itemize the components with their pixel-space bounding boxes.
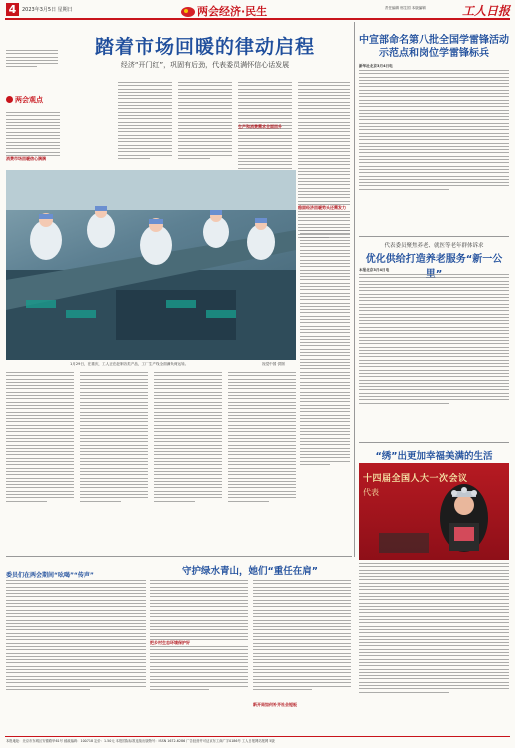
right-top-headline: 中宣部命名第八批全国学雷锋活动示范点和岗位学雷锋标兵 <box>359 35 509 59</box>
page-number-box <box>6 3 19 16</box>
lead-headline: 踏着市场回暖的律动启程 <box>94 36 315 58</box>
date-line: 2023年3月5日 星期日 <box>22 7 73 13</box>
column-divider <box>354 22 355 557</box>
right-top-text-1 <box>359 70 509 192</box>
embroidery-woman-image <box>359 463 509 560</box>
bottom-center-headline: 守护绿水青山，她们“重任在肩” <box>182 566 318 577</box>
right-photo-banner-sub: 代表 <box>363 488 379 497</box>
subhead-demand: 生产和消费需求全面回升 <box>238 124 282 129</box>
page-number: 4 <box>8 3 17 16</box>
right-mid-dateline: 本报北京3月4日电 <box>359 268 390 272</box>
paper-name: 工人日报 <box>462 4 511 18</box>
right-mid-subheadline: 代表委员聚焦养老、就医等老年群体诉求 <box>384 243 484 249</box>
bottom-left-text <box>6 580 146 692</box>
tag-icon <box>6 96 13 103</box>
right-mid-text <box>359 274 509 406</box>
right-mid-rule <box>359 442 509 443</box>
lead-lower-col-4 <box>228 372 296 504</box>
right-top-dateline: 新华社北京3月4日电 <box>359 64 393 68</box>
section-logo-icon <box>180 3 196 15</box>
right-photo <box>359 463 509 560</box>
lead-subheadline: 经济“开门红”，巩固有后劲，代表委员满怀信心话发展 <box>120 61 290 69</box>
lead-photo-caption: 1月29日，在重庆，工人正在赶制各类产品，工厂生产线全面满负荷运转。 <box>70 362 189 366</box>
lead-col-4-text <box>298 82 350 240</box>
right-top-rule <box>359 236 509 237</box>
right-photo-headline: “绣”出更加幸福美满的生活 <box>375 451 493 462</box>
column-tag-label: 两会观点 <box>15 96 43 104</box>
lead-col-2-text <box>178 82 232 161</box>
bottom-center-subhead: 把乡村生态环境保护好 <box>150 640 248 646</box>
editor-line: 责任编辑 邢生国 本版编辑 <box>385 6 426 10</box>
factory-workers-image <box>6 170 296 360</box>
subhead-stabilize: 稳固经济回暖势头还需发力 <box>298 205 358 211</box>
lead-lower-col-3 <box>154 372 222 504</box>
right-photo-caption-text <box>359 563 509 695</box>
bottom-center-text-2 <box>253 580 351 692</box>
lead-lower-col-1 <box>6 372 74 504</box>
column-tag <box>6 95 60 105</box>
bottom-center-subhead-2: 新开局如何补齐社会短板 <box>253 702 351 708</box>
footer-rule <box>5 736 510 737</box>
bottom-left-headline: 委员们在两会期间“吆喝”“传声” <box>6 570 146 579</box>
masthead-rule <box>5 18 510 20</box>
subhead-consumption: 消费市场回暖信心满满 <box>6 156 62 162</box>
right-photo-banner: 十四届全国人大一次会议 <box>363 474 468 484</box>
section-title: 两会经济·民生 <box>197 5 268 18</box>
footer-text: 本报地址：北京市东城区安德路甲61号 邮政编码：100718 定价：1.50元 本报国际标准连续出版物号：ISSN 1672-6286 广告经营许可证京东工商广字0186号 工人日报网站报网 5版 <box>6 739 275 743</box>
lead-photo-credit: 视觉中国 供图 <box>262 362 285 366</box>
lead-col-1-text <box>118 82 172 161</box>
lead-lower-col-5 <box>300 230 350 467</box>
bottom-section-rule <box>6 556 352 557</box>
lead-intro-text <box>6 50 58 70</box>
lead-lower-col-2 <box>80 372 148 504</box>
bottom-center-text-1 <box>150 580 248 692</box>
lead-photo <box>6 170 296 360</box>
right-mid-headline: 优化供给打造养老服务“新一公 <box>365 254 503 265</box>
